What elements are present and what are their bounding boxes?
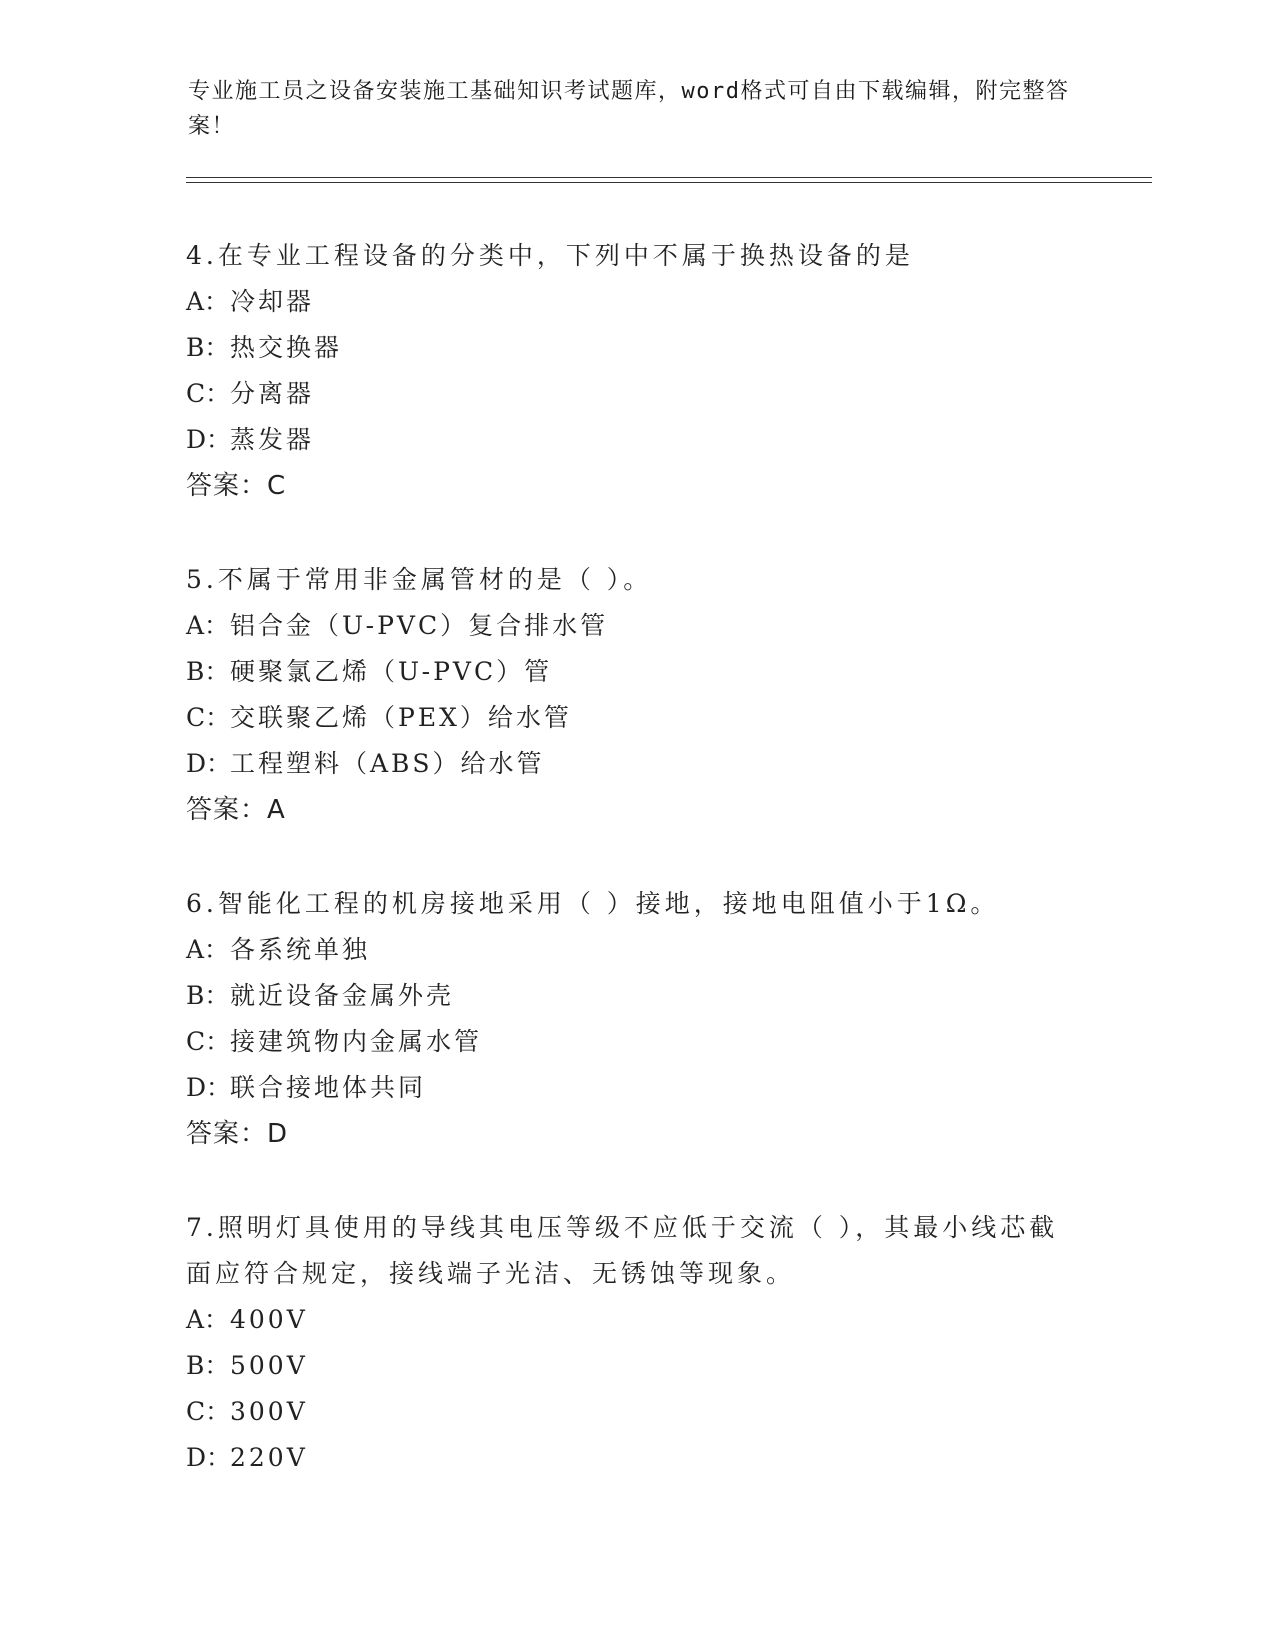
question-stem: 4.在专业工程设备的分类中，下列中不属于换热设备的是 <box>186 241 914 270</box>
option-text: 热交换器 <box>230 333 343 362</box>
option-key: C： <box>186 703 231 732</box>
option-b <box>186 325 1086 371</box>
option-text: 硬聚氯乙烯（U-PVC）管 <box>230 657 553 686</box>
option-text: 分离器 <box>230 379 315 408</box>
option-text: 就近设备金属外壳 <box>230 981 455 1010</box>
question-6 <box>186 881 1086 1157</box>
option-text: 冷却器 <box>230 287 315 316</box>
option-a <box>186 1297 1086 1343</box>
question-list <box>186 233 1086 1529</box>
option-key: A： <box>186 1305 230 1334</box>
option-text: 联合接地体共同 <box>230 1073 427 1102</box>
option-a <box>186 603 1086 649</box>
option-d <box>186 741 1086 787</box>
option-c <box>186 695 1086 741</box>
option-d <box>186 1065 1086 1111</box>
option-text: 各系统单独 <box>230 935 371 964</box>
answer-line: 答案：C <box>186 471 287 501</box>
option-key: C： <box>186 1397 231 1426</box>
option-text: 接建筑物内金属水管 <box>230 1027 483 1056</box>
question-stem: 6.智能化工程的机房接地采用（ ）接地，接地电阻值小于1Ω。 <box>186 889 1000 918</box>
option-b <box>186 973 1086 1019</box>
option-a <box>186 279 1086 325</box>
option-text: 蒸发器 <box>230 425 315 454</box>
option-key: D： <box>186 749 232 778</box>
question-5 <box>186 557 1086 833</box>
option-text: 400V <box>230 1305 308 1334</box>
option-key: D： <box>186 1443 232 1472</box>
option-key: A： <box>186 935 230 964</box>
option-text: 300V <box>230 1397 308 1426</box>
header-rule-top <box>186 177 1152 178</box>
option-a <box>186 927 1086 973</box>
option-d <box>186 417 1086 463</box>
question-4 <box>186 233 1086 509</box>
option-key: B： <box>186 1351 230 1380</box>
option-text: 220V <box>230 1443 308 1472</box>
option-key: D： <box>186 1073 232 1102</box>
option-key: B： <box>186 981 230 1010</box>
option-key: A： <box>186 611 230 640</box>
header-rule-bottom <box>186 182 1152 183</box>
option-text: 铝合金（U-PVC）复合排水管 <box>230 611 609 640</box>
question-7 <box>186 1205 1086 1481</box>
option-d <box>186 1435 1086 1481</box>
option-c <box>186 1389 1086 1435</box>
question-stem: 5.不属于常用非金属管材的是（ ）。 <box>186 565 653 594</box>
option-text: 工程塑料（ABS）给水管 <box>230 749 545 778</box>
option-b <box>186 1343 1086 1389</box>
document-header: 专业施工员之设备安装施工基础知识考试题库，word格式可自由下载编辑，附完整答案！ <box>188 79 1070 139</box>
option-key: A： <box>186 287 230 316</box>
option-key: C： <box>186 379 231 408</box>
option-c <box>186 371 1086 417</box>
answer-line: 答案：D <box>186 1119 289 1149</box>
answer-line: 答案：A <box>186 795 286 825</box>
option-key: B： <box>186 333 230 362</box>
option-text: 交联聚乙烯（PEX）给水管 <box>230 703 572 732</box>
option-key: C： <box>186 1027 231 1056</box>
question-stem: 7.照明灯具使用的导线其电压等级不应低于交流（ ），其最小线芯截面应符合规定，接线端子光洁、无锈蚀等现象。 <box>186 1213 1059 1288</box>
option-key: B： <box>186 657 230 686</box>
option-text: 500V <box>230 1351 308 1380</box>
option-c <box>186 1019 1086 1065</box>
option-key: D： <box>186 425 232 454</box>
option-b <box>186 649 1086 695</box>
